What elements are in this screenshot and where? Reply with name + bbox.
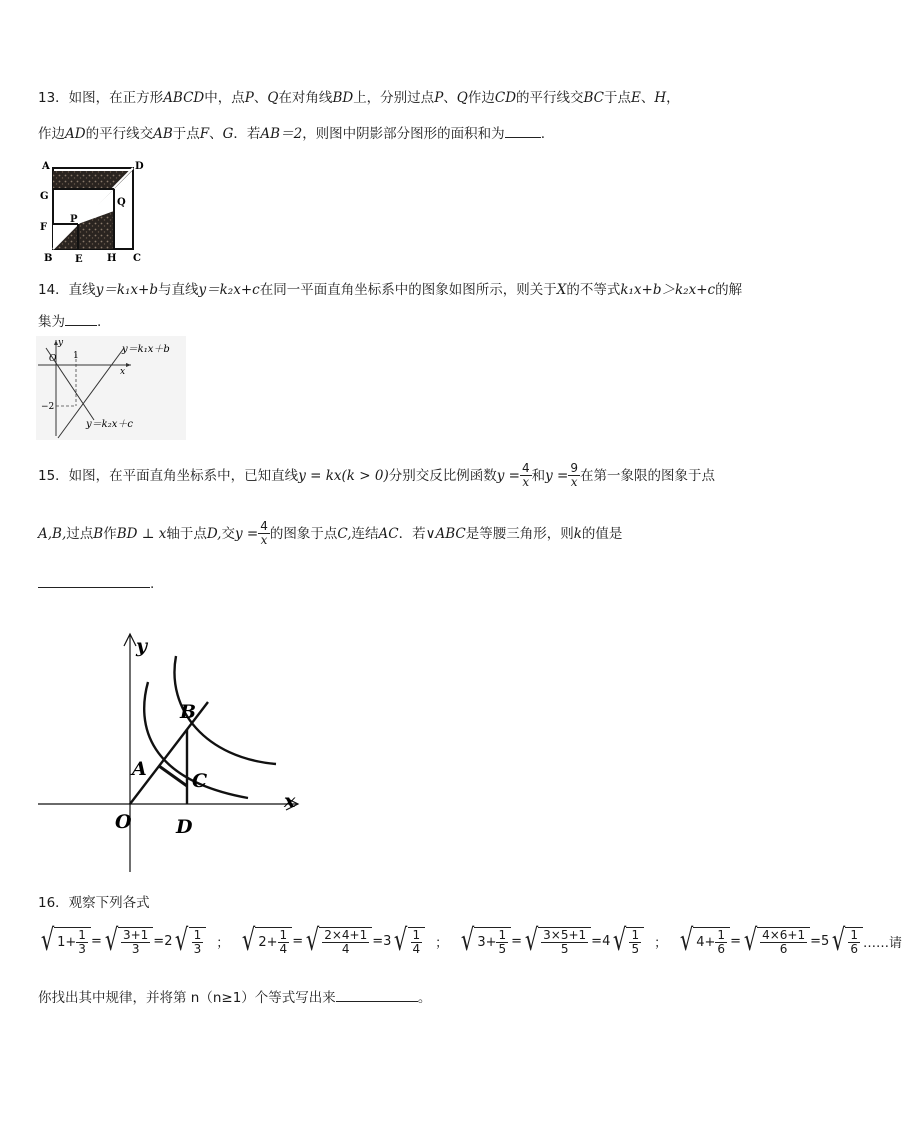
q15-frac-4x-2: [258, 520, 270, 547]
q15-line-1: [38, 462, 715, 489]
q14-text: 14．直线: [38, 282, 96, 298]
q16-eq-sign: =: [511, 933, 523, 949]
q16-title: [38, 893, 150, 913]
q14-text: 的不等式: [566, 282, 621, 298]
q15-text: 交: [221, 525, 235, 542]
q13-line-2: [38, 124, 545, 144]
q16-radicand: [538, 927, 591, 956]
q13-line-1: [38, 88, 680, 108]
q15-text: 15．如图，在平面直角坐标系中，已知直线: [38, 467, 299, 484]
q14-label-x: x: [120, 367, 126, 377]
q16-den: 4: [279, 941, 288, 956]
q15-eq: y = kx: [298, 467, 342, 484]
q16-num: 1: [78, 927, 86, 942]
q16-text: 16．观察下列各式: [38, 895, 150, 911]
q13-label-c: C: [133, 253, 141, 264]
radical-icon: √: [104, 923, 119, 958]
q15-text: 在第一象限的图象于点: [579, 467, 715, 484]
q13-ad: AD: [65, 126, 86, 142]
q15-frac-4x: [520, 462, 532, 489]
q14-answer-blank[interactable]: [65, 313, 97, 326]
q13-label-h: H: [107, 253, 117, 264]
q16-eq2-mid: [303, 923, 372, 958]
q15-frac-den: x: [260, 533, 268, 547]
q15-label-a: A: [132, 758, 147, 780]
q15-text: ．若: [398, 525, 426, 542]
q16-num: 2×4+1: [324, 927, 368, 942]
q16-int: 4+: [696, 934, 716, 950]
q13-q: Q: [267, 90, 279, 106]
q13-label-f: F: [40, 222, 48, 233]
q14-inequality: k₁x+b＞k₂x+c: [620, 282, 716, 298]
q13-label-b: B: [44, 253, 53, 264]
q16-den: 4: [412, 941, 421, 956]
q16-eq4-rhs: [829, 923, 863, 958]
q15-frac-num: 4: [521, 461, 530, 475]
q14-text: 在同一平面直角坐标系中的图象如图所示，则关于: [259, 282, 557, 298]
radical-icon: √: [394, 923, 408, 958]
q15-c: C,: [337, 525, 352, 542]
q16-eq3-rhs: [610, 923, 644, 958]
q16-eq-sign: =: [292, 933, 304, 949]
q16-radicand: [693, 927, 730, 956]
q16-radicand: [54, 927, 91, 956]
q16-coef: =5: [810, 933, 830, 949]
q14-label-neg2: −2: [41, 402, 55, 412]
q14-text: 的解: [715, 282, 743, 298]
q15-points: A,B,: [38, 525, 67, 542]
q16-coef: =3: [372, 933, 392, 949]
q13-bd: BD: [332, 90, 354, 106]
radical-icon: √: [613, 923, 627, 958]
q16-eq1-mid: [102, 923, 153, 958]
q13-ab: AB: [153, 126, 173, 142]
q15-text: 的图象于点: [269, 525, 338, 542]
q16-eq4-lhs: [677, 923, 730, 958]
q15-text: 轴于点: [166, 525, 207, 542]
q16-semicolon: ；: [216, 935, 230, 951]
q16-frac: [760, 929, 807, 956]
q13-label-g: G: [40, 191, 49, 202]
q16-den: 3: [78, 941, 86, 956]
q13-label-p: P: [70, 214, 78, 225]
q16-eq4-mid: [741, 923, 810, 958]
q13-p: P: [434, 90, 444, 106]
q14-label-o: O: [49, 354, 57, 364]
q13-h: H: [654, 90, 667, 106]
q16-eq3-lhs: [458, 923, 511, 958]
q13-label-d: D: [135, 161, 144, 172]
q13-text: 、: [443, 90, 457, 106]
q16-coef: =4: [591, 933, 611, 949]
q14-text: 与直线: [157, 282, 199, 298]
q16-radicand: [189, 927, 207, 956]
q14-text: .: [97, 314, 102, 330]
q16-frac: [121, 929, 150, 956]
radical-icon: √: [461, 923, 475, 958]
q15-d: D,: [206, 525, 222, 542]
q14-eq1: y＝k₁x+b: [95, 282, 158, 298]
q13-text: 于点: [172, 126, 200, 142]
q13-label-q: Q: [117, 197, 126, 208]
q15-label-b: B: [180, 701, 197, 723]
q13-text: .: [540, 126, 545, 142]
q14-text: 集为: [38, 314, 65, 330]
radical-icon: √: [832, 923, 846, 958]
q13-text: 上，分别过点: [353, 90, 435, 106]
q13-text: 、: [640, 90, 655, 106]
q16-frac: [715, 929, 727, 956]
q14-x: X: [556, 282, 567, 298]
q15-yeq: y =: [496, 467, 520, 484]
q13-text: 的平行线交: [516, 90, 584, 106]
q16-semicolon: ；: [435, 935, 449, 951]
q13-text: 在对角线: [278, 90, 333, 106]
q15-label-d: D: [176, 816, 193, 838]
q13-answer-blank[interactable]: [505, 125, 541, 138]
q14-eq2: y＝k₂x+c: [198, 282, 260, 298]
radical-icon: √: [40, 923, 55, 958]
q13-label-a: A: [42, 161, 50, 172]
q14-label-line2: y＝k₂x＋c: [86, 419, 133, 430]
q15-perp: BD ⊥ x: [116, 525, 167, 542]
q13-text: 于点: [604, 90, 632, 106]
q16-num: 4×6+1: [762, 927, 806, 942]
q16-den: 4: [341, 941, 350, 956]
q13-f: F: [199, 126, 210, 142]
q13-label-e: E: [75, 254, 83, 265]
q15-text: 是等腰三角形，则: [465, 525, 574, 542]
q16-eq-sign: =: [90, 933, 102, 949]
q13-text: 、: [253, 90, 268, 106]
q16-den: 3: [131, 941, 140, 956]
q14-line-1: [38, 280, 742, 300]
radical-icon: √: [743, 923, 758, 958]
q16-frac: [278, 929, 290, 956]
q15-k: k: [573, 525, 582, 542]
q16-num: 1: [498, 927, 507, 942]
q16-num: 3×5+1: [543, 927, 587, 942]
q13-q: Q: [456, 90, 468, 106]
q15-text: 分别交反比例函数: [388, 467, 497, 484]
q13-ab-eq: AB＝2: [260, 126, 303, 142]
q16-num: 1: [850, 927, 859, 942]
q16-coef: =2: [153, 933, 173, 949]
q16-eq-sign: =: [730, 933, 741, 949]
q15-label-x: x: [284, 790, 296, 812]
q16-radicand: [757, 927, 810, 956]
q16-frac: [848, 929, 860, 956]
q14-line-2: [38, 312, 101, 332]
q13-figure: [34, 156, 144, 266]
q16-den: 5: [498, 941, 507, 956]
q15-line-2: [38, 520, 622, 547]
q15-yeq: y =: [545, 467, 569, 484]
q16-radicand: [255, 927, 292, 956]
q16-frac: [192, 929, 204, 956]
q14-label-y: y: [58, 338, 64, 348]
q13-bc: BC: [583, 90, 605, 106]
q16-int: 2+: [258, 934, 278, 950]
q13-text: 中，点: [204, 90, 245, 106]
q16-radicand: [474, 927, 511, 956]
radical-icon: √: [679, 923, 694, 958]
q15-yeq: y =: [234, 525, 259, 542]
q16-frac: [322, 929, 369, 956]
q15-frac-num: 9: [570, 461, 578, 475]
q15-label-c: C: [192, 770, 208, 792]
q13-text: 的平行线交: [85, 126, 154, 142]
q15-cond: (k > 0): [341, 467, 389, 484]
q16-frac: [629, 929, 641, 956]
q16-text: 你找出其中规律，并将第 n（n≥1）个等式写出来: [38, 990, 336, 1006]
q16-num: 3+1: [122, 927, 149, 942]
q15-frac-den: x: [522, 475, 530, 489]
q13-text: ，则图中阴影部分图形的面积和为: [302, 126, 505, 142]
radical-icon: √: [305, 923, 320, 958]
q15-label-y: y: [136, 635, 148, 657]
q15-line-3: [38, 574, 154, 594]
radical-icon: √: [175, 923, 189, 958]
q16-den: 5: [560, 941, 569, 956]
radical-icon: √: [242, 923, 256, 958]
q14-label-line1: y＝k₁x＋b: [122, 344, 170, 355]
q16-frac: [76, 929, 88, 956]
q16-den: 5: [631, 941, 640, 956]
q16-den: 6: [779, 941, 788, 956]
q16-den: 6: [850, 941, 859, 956]
q13-cd: CD: [494, 90, 517, 106]
q16-den: 3: [193, 941, 202, 956]
q13-p: P: [244, 90, 254, 106]
q14-label-one: 1: [73, 351, 79, 361]
q16-int: 1+: [57, 934, 77, 950]
q13-text: 、: [209, 126, 223, 142]
q16-eq1-rhs: [172, 923, 206, 958]
q16-radicand: [118, 927, 153, 956]
q15-figure: [36, 630, 306, 876]
q15-text: 连结: [351, 525, 379, 542]
q16-frac: [411, 929, 423, 956]
q16-int: 3+: [477, 934, 497, 950]
radical-icon: √: [524, 923, 539, 958]
q13-text: 作边: [467, 90, 495, 106]
q16-radicand: [626, 927, 644, 956]
q13-text: ．若: [233, 126, 261, 142]
q16-den: 6: [717, 941, 726, 956]
q13-e: E: [631, 90, 641, 106]
q15-frac-num: 4: [260, 519, 268, 533]
q15-b: B: [93, 525, 104, 542]
q16-semicolon: ；: [654, 935, 668, 951]
q16-eq2-rhs: [391, 923, 425, 958]
q16-radicand: [845, 927, 863, 956]
q16-answer-blank[interactable]: [336, 989, 418, 1002]
q15-text: 和: [531, 467, 546, 484]
q15-text: 过点: [66, 525, 94, 542]
q15-text: 作: [103, 525, 117, 542]
q13-text: 13．如图，在正方形: [38, 90, 164, 106]
q16-radicand: [319, 927, 372, 956]
q16-line-2: [38, 988, 431, 1008]
q16-text: 。: [417, 990, 432, 1006]
q13-abcd: ABCD: [163, 90, 205, 106]
q15-label-o: O: [115, 811, 132, 833]
q16-radicand: [408, 927, 426, 956]
q16-frac: [496, 929, 508, 956]
q16-num: 1: [279, 927, 288, 942]
q16-num: 1: [412, 927, 421, 942]
q15-frac-9x: [568, 462, 580, 489]
q13-g: G: [222, 126, 234, 142]
q16-num: 1: [631, 927, 640, 942]
q16-trail: ……请: [863, 935, 902, 951]
q13-text: ，: [666, 90, 680, 106]
q16-eq3-mid: [522, 923, 591, 958]
q15-answer-blank[interactable]: [38, 575, 150, 588]
q15-ac: AC: [378, 525, 399, 542]
q16-eq1-lhs: [38, 923, 91, 958]
q16-num: 1: [717, 927, 726, 942]
q14-figure: [36, 336, 186, 440]
q16-equations: [38, 923, 902, 958]
q13-text: 作边: [38, 126, 65, 142]
q15-text: .: [150, 576, 155, 592]
q15-frac-den: x: [570, 475, 578, 489]
q15-text: 的值是: [581, 525, 623, 542]
q16-frac: [541, 929, 588, 956]
q16-eq2-lhs: [239, 923, 292, 958]
q16-num: 1: [193, 927, 202, 942]
q15-triangle: ∨ABC: [425, 525, 466, 542]
